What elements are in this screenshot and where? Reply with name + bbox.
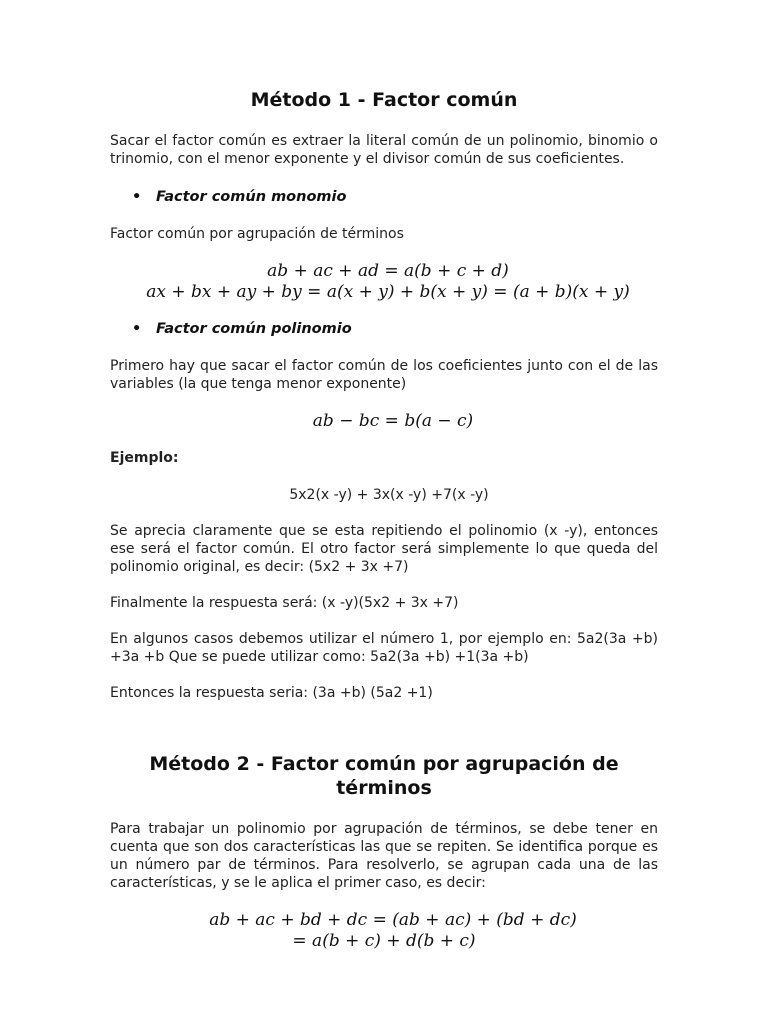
- bullet-factor-comun-monomio: • Factor común monomio: [110, 188, 658, 206]
- paragraph-respuesta-2: Entonces la respuesta seria: (3a +b) (5a2 +1): [110, 685, 433, 701]
- equation-2: ax + bx + ay + by = a(x + y) + b(x + y) = (a + b)(x + y): [146, 282, 630, 302]
- heading-method-2: Método 2 - Factor común por agrupación de términos: [149, 753, 619, 799]
- bullet-factor-comun-polinomio: • Factor común polinomio: [110, 320, 658, 338]
- equation-1: ab + ac + ad = a(b + c + d): [267, 261, 509, 281]
- paragraph-coeficientes: Primero hay que sacar el factor común de los coeficientes junto con el de las variables (la que tenga menor exponente): [110, 358, 658, 392]
- equation-3: ab − bc = b(a − c): [312, 411, 474, 431]
- paragraph-intro: Sacar el factor común es extraer la literal común de un polinomio, binomio o trinomio, con el menor exponente y el divisor común de sus coeficientes.: [110, 133, 658, 167]
- example-expression: 5x2(x -y) + 3x(x -y) +7(x -y): [289, 487, 489, 503]
- equation-4: ab + ac + bd + dc = (ab + ac) + (bd + dc): [209, 910, 577, 930]
- document-content: [110, 88, 658, 951]
- paragraph-agrupacion: Factor común por agrupación de términos: [110, 226, 404, 242]
- paragraph-respuesta: Finalmente la respuesta será: (x -y)(5x2 + 3x +7): [110, 595, 459, 611]
- equation-5: = a(b + c) + d(b + c): [292, 931, 476, 951]
- paragraph-agrupacion-terminos: Para trabajar un polinomio por agrupación de términos, se debe tener en cuenta que son dos características las que se repiten. Se identifica porque es un número par de términos. Para resolverlo, se agrupan cada una de las características, y se le aplica el primer caso, es decir:: [110, 821, 658, 891]
- paragraph-explicacion: Se aprecia claramente que se esta repitiendo el polinomio (x -y), entonces ese será el factor común. El otro factor será simplemente lo que queda del polinomio original, es decir: (5x2 + 3x +7): [110, 523, 658, 575]
- heading-method-1: Método 1 - Factor común: [250, 89, 518, 111]
- paragraph-numero-uno: En algunos casos debemos utilizar el número 1, por ejemplo en: 5a2(3a +b) +3a +b Que se puede utilizar como: 5a2(3a +b) +1(3a +b): [110, 631, 658, 665]
- label-ejemplo: Ejemplo:: [110, 450, 179, 466]
